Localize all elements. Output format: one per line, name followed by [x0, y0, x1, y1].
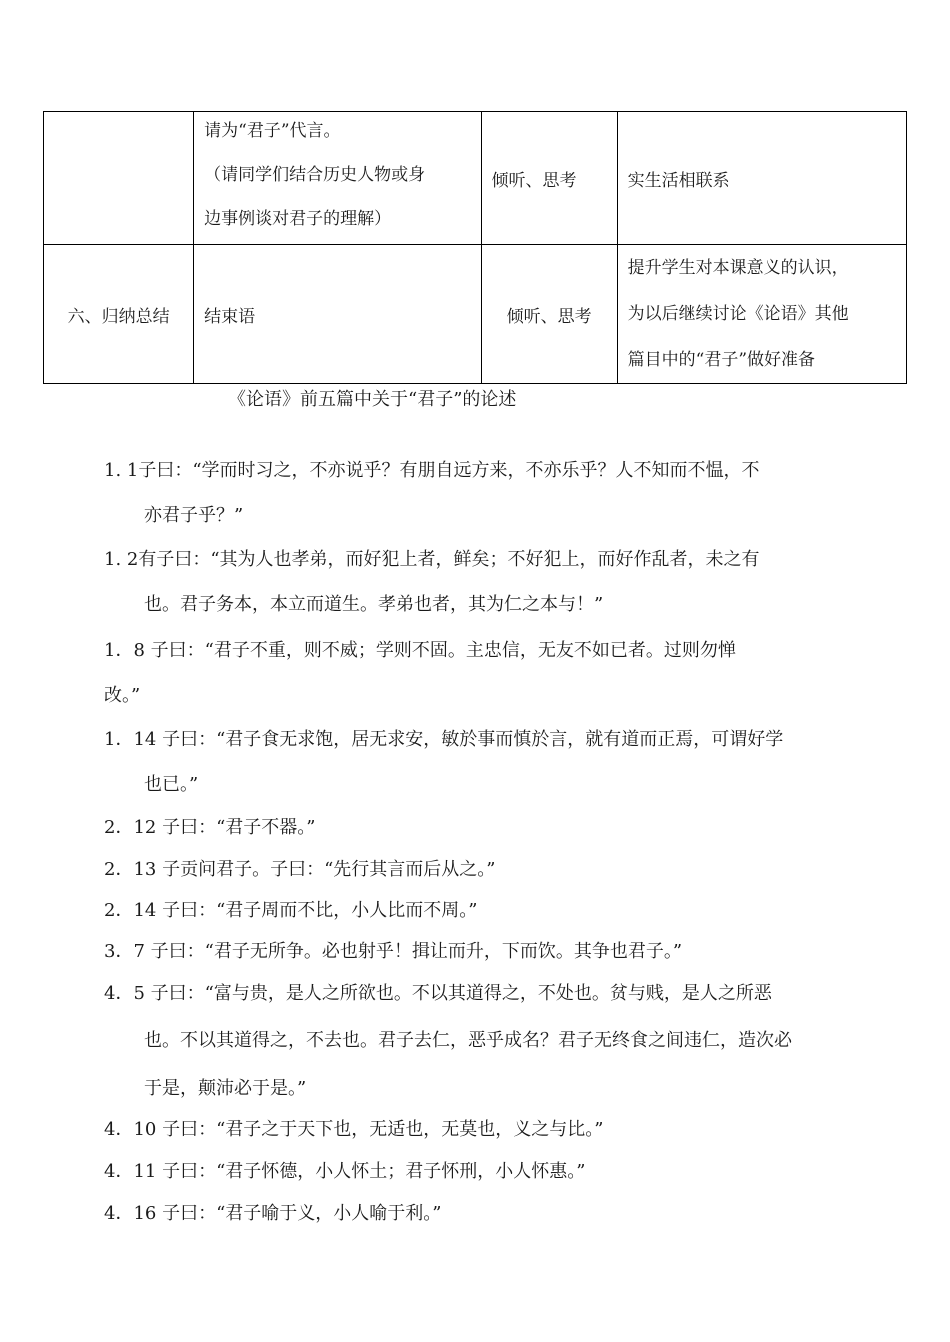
student-activity-cell: 倾听、思考: [481, 245, 617, 384]
content-cell: 结束语: [194, 245, 481, 384]
purpose-line: 篇目中的“君子”做好准备: [627, 350, 816, 370]
quote-line: 4．5 子曰：“富与贵，是人之所欲也。不以其道得之，不处也。贫与贱，是人之所恶: [104, 983, 772, 1004]
quote-line: 1. 2有子曰：“其为人也孝弟，而好犯上者，鲜矣；不好犯上，而好作乱者，未之有: [104, 549, 760, 570]
student-activity-cell: 倾听、思考: [481, 112, 617, 245]
purpose-cell: [617, 112, 906, 245]
quote-line: 4．10 子曰：“君子之于天下也，无适也，无莫也，义之与比。”: [104, 1119, 604, 1140]
list-item: [104, 545, 760, 616]
list-item: [104, 636, 736, 707]
quote-line: 3．7 子曰：“君子无所争。必也射乎！揖让而升，下而饮。其争也君子。”: [104, 941, 683, 962]
purpose-line: 提升学生对本课意义的认识，: [627, 258, 849, 278]
quote-line: 4．16 子曰：“君子喻于义，小人喻于利。”: [104, 1203, 442, 1224]
list-item: [104, 979, 792, 1100]
quote-line: 亦君子乎？”: [144, 505, 244, 526]
quote-line: 1. 1子曰：“学而时习之，不亦说乎？有朋自远方来，不亦乐乎？人不知而不愠，不: [104, 460, 760, 481]
stage-cell: [44, 112, 194, 245]
quote-line: 2．13 子贡问君子。子曰：“先行其言而后从之。”: [104, 859, 496, 880]
list-item: [104, 1115, 603, 1141]
list-item: [104, 937, 682, 963]
purpose-line: 为以后继续讨论《论语》其他: [627, 304, 849, 324]
section-title: 《论语》前五篇中关于“君子”的论述: [228, 389, 517, 410]
quote-line: 也已。”: [144, 774, 199, 795]
table-row: [44, 245, 907, 384]
list-item: [104, 813, 315, 839]
table-row: [44, 112, 907, 245]
quote-line: 2．12 子曰：“君子不器。”: [104, 817, 316, 838]
list-item: [104, 1199, 441, 1225]
quote-line: 改。”: [104, 685, 141, 706]
quote-line: 也。不以其道得之，不去也。君子去仁，恶乎成名？君子无终食之间违仁，造次必: [144, 1030, 792, 1051]
quote-line: 于是，颠沛必于是。”: [144, 1078, 307, 1099]
list-item: [104, 725, 783, 796]
content-line: 请为“君子”代言。: [204, 121, 341, 141]
quote-line: 4．11 子曰：“君子怀德，小人怀土；君子怀刑，小人怀惠。”: [104, 1161, 586, 1182]
purpose-line: 实生活相联系: [627, 170, 730, 191]
quote-line: 也。君子务本，本立而道生。孝弟也者，其为仁之本与！”: [144, 594, 604, 615]
stage-cell: 六、归纳总结: [44, 245, 194, 384]
quote-line: 1．8 子曰：“君子不重，则不威；学则不固。主忠信，无友不如已者。过则勿惮: [104, 640, 736, 661]
purpose-cell: [617, 245, 906, 384]
quote-line: 1．14 子曰：“君子食无求饱，居无求安，敏於事而慎於言，就有道而正焉，可谓好学: [104, 729, 784, 750]
content-line: （请同学们结合历史人物或身: [204, 165, 426, 185]
list-item: [104, 855, 495, 881]
quote-line: 2．14 子曰：“君子周而不比，小人比而不周。”: [104, 900, 478, 921]
list-item: [104, 1157, 585, 1183]
list-item: [104, 896, 477, 922]
lesson-plan-table: [43, 111, 907, 384]
content-line: 边事例谈对君子的理解）: [204, 209, 392, 229]
content-cell: [194, 112, 481, 245]
list-item: [104, 456, 760, 527]
